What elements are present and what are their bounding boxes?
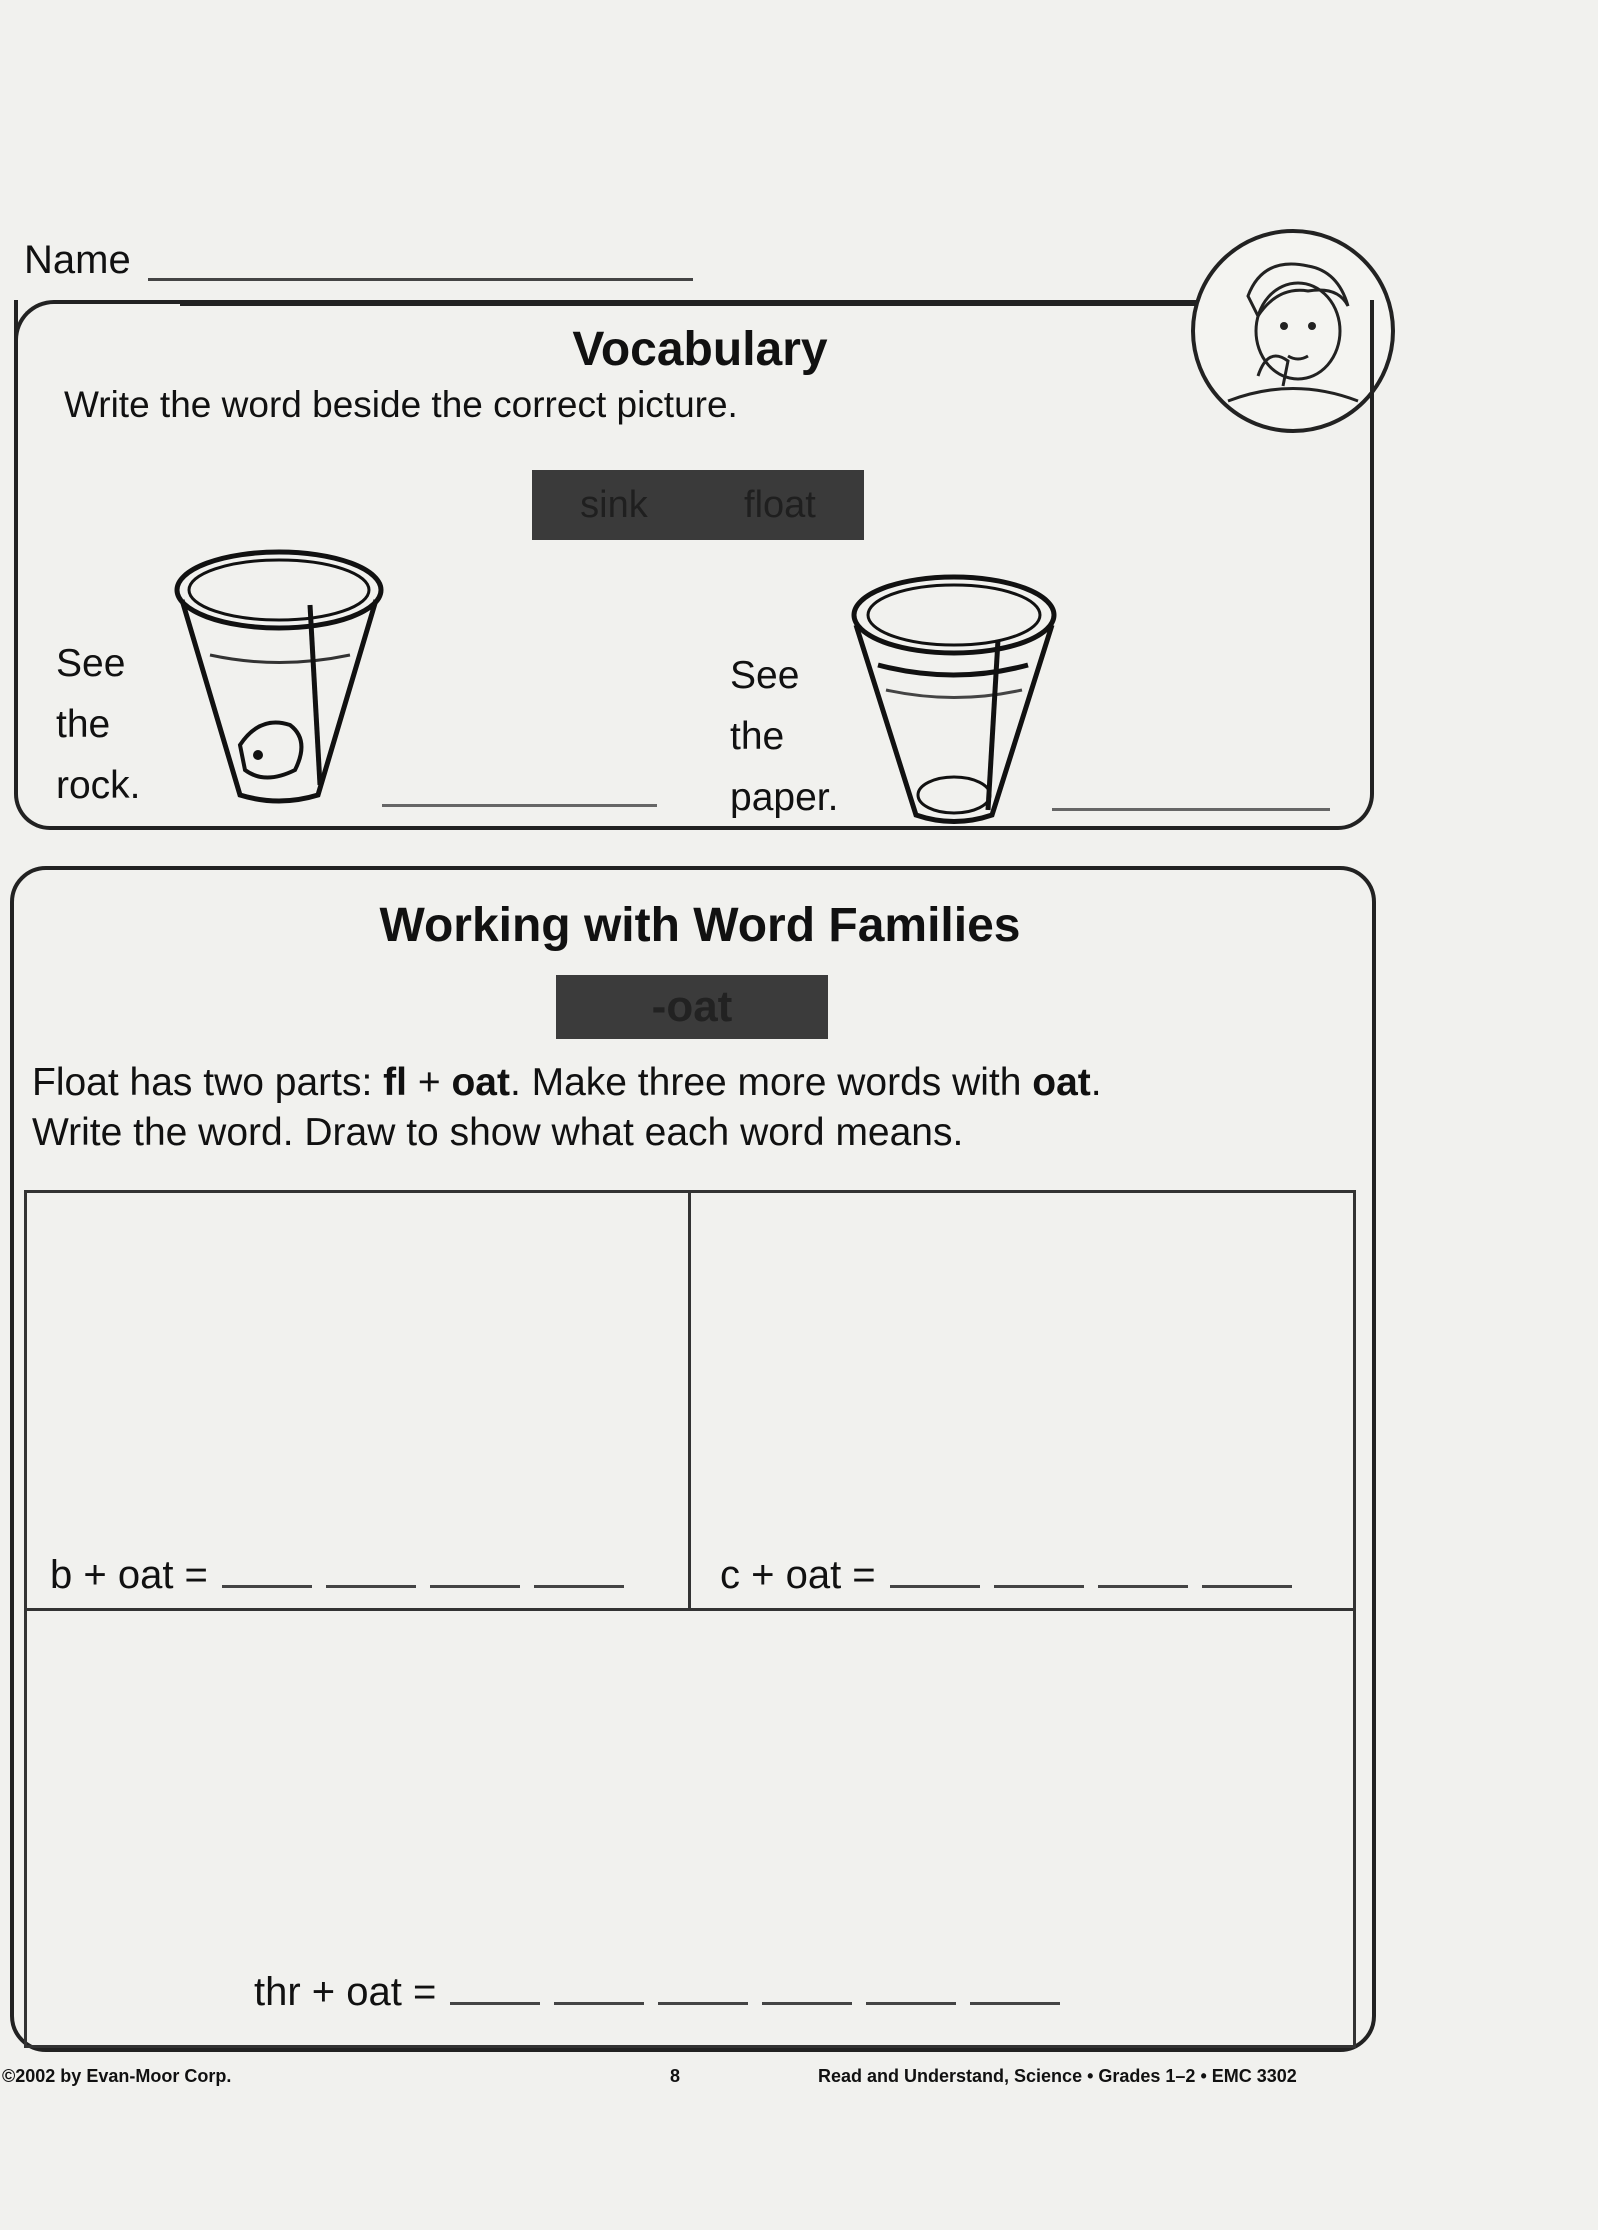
equation-label: thr + oat = <box>254 1970 437 2014</box>
word-bank <box>532 470 864 540</box>
word-families-title: Working with Word Families <box>379 899 1021 952</box>
letter-blank[interactable] <box>994 1585 1084 1588</box>
grid-divider-horizontal <box>24 1608 1356 1611</box>
picture-caption-rock: See the rock. <box>56 642 141 807</box>
equation-label: c + oat = <box>720 1553 876 1597</box>
instruction-line-2: Write the word. Draw to show what each word means. <box>32 1111 964 1154</box>
equation-b-oat <box>50 1553 624 1598</box>
vocabulary-title: Vocabulary <box>572 323 828 376</box>
letter-blank[interactable] <box>1098 1585 1188 1588</box>
letter-blank[interactable] <box>970 2002 1060 2005</box>
word-families-instruction <box>32 1058 1372 1158</box>
picture-caption-paper: See the paper. <box>730 654 839 819</box>
letter-blank[interactable] <box>222 1585 312 1588</box>
letter-blank[interactable] <box>326 1585 416 1588</box>
answer-line-paper[interactable] <box>1052 808 1330 811</box>
answer-line-rock[interactable] <box>382 804 657 807</box>
letter-blank[interactable] <box>1202 1585 1292 1588</box>
word-family-badge: -oat <box>556 975 828 1039</box>
letter-blank[interactable] <box>430 1585 520 1588</box>
name-label: Name <box>24 238 131 282</box>
cup-with-rock-icon <box>170 545 388 810</box>
word-bank-item: sink <box>580 483 648 526</box>
cup-with-paper-icon <box>848 570 1060 830</box>
letter-blank[interactable] <box>762 2002 852 2005</box>
instruction-line-1: Float has two parts: fl + oat. Make three more words with oat. <box>32 1061 1102 1104</box>
equation-c-oat <box>720 1553 1292 1598</box>
footer-book-info: Read and Understand, Science • Grades 1–2 • EMC 3302 <box>818 2066 1297 2086</box>
footer-copyright: ©2002 by Evan-Moor Corp. <box>2 2066 232 2086</box>
letter-blank[interactable] <box>866 2002 956 2005</box>
footer-page-number: 8 <box>670 2066 681 2086</box>
word-bank-item: float <box>744 483 816 526</box>
vocabulary-instruction: Write the word beside the correct picture. <box>64 384 738 425</box>
grid-divider-vertical <box>688 1190 691 1610</box>
letter-blank[interactable] <box>554 2002 644 2005</box>
name-input-line[interactable] <box>148 278 693 281</box>
letter-blank[interactable] <box>534 1585 624 1588</box>
equation-thr-oat <box>254 1970 1060 2015</box>
letter-blank[interactable] <box>658 2002 748 2005</box>
letter-blank[interactable] <box>890 1585 980 1588</box>
equation-label: b + oat = <box>50 1553 208 1597</box>
letter-blank[interactable] <box>450 2002 540 2005</box>
